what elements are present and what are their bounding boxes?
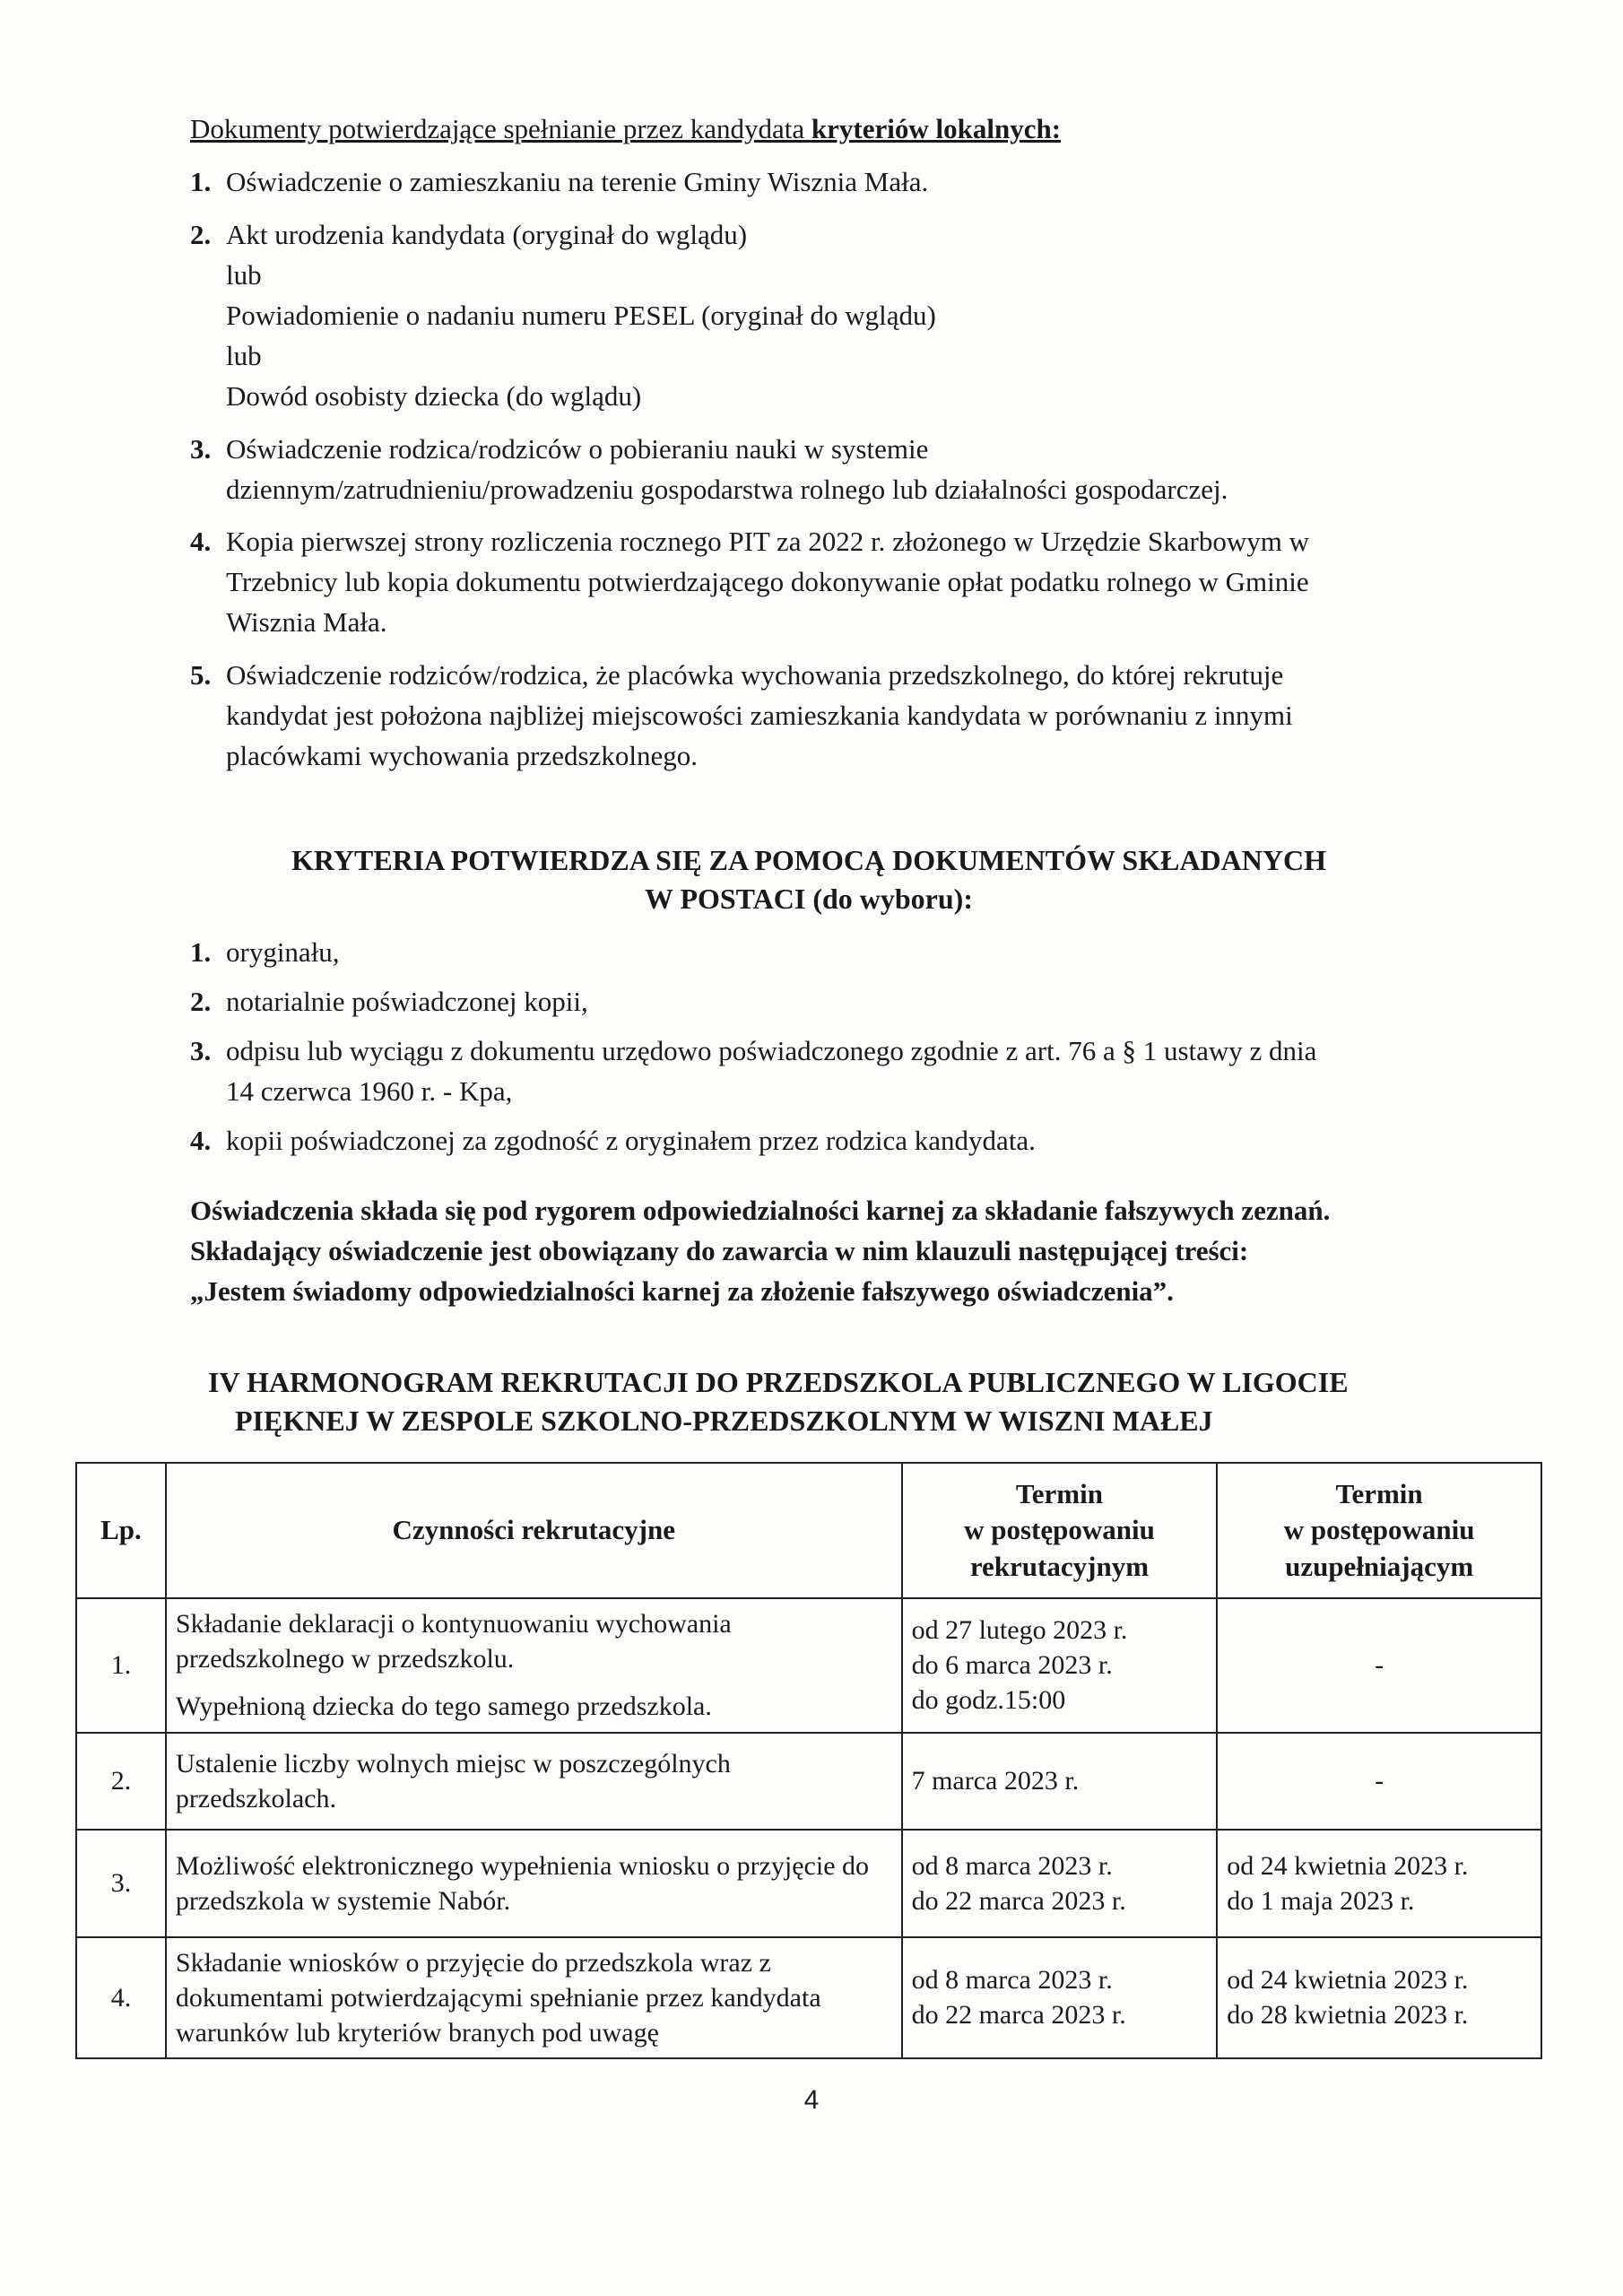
table-row: 4. Składanie wniosków o przyjęcie do przedszkola wraz z dokumentami potwierdzającymi spełnianie przez kandydata warunków lub kryteriów branych pod uwagę od 8 marca 2023 r. do 22 marca 2023 r. od 24 kwietnia 2023 r. do 28 kwietnia 2023 r. xyxy=(76,1937,1541,2058)
table-row: 3. Możliwość elektronicznego wypełnienia wniosku o przyjęcie do przedszkola w systemie Nabór. od 8 marca 2023 r. do 22 marca 2023 r. od 24 kwietnia 2023 r. do 1 maja 2023 r. xyxy=(76,1830,1541,1937)
table-row: 1. Składanie deklaracji o kontynuowaniu wychowania przedszkolnego w przedszkolu. Wypełnioną dziecka do tego samego przedszkola. od 27 lutego 2023 r. do 6 marca 2023 r. do godz.15:00 - xyxy=(76,1598,1541,1733)
document-forms-list xyxy=(190,933,1445,1170)
list-item: 3. Oświadczenie rodzica/rodziców o pobieraniu nauki w systemie dziennym/zatrudnieniu/prowadzeniu gospodarstwa rolnego lub działalności gospodarczej. xyxy=(190,432,1228,505)
list-item: 4. kopii poświadczonej za zgodność z oryginałem przez rodzica kandydata. xyxy=(190,1124,1036,1156)
list-item: 2. Akt urodzenia kandydata (oryginał do wglądu) lub Powiadomienie o nadaniu numeru PESEL (oryginał do wglądu) lub Dowód osobisty dziecka (do wglądu) xyxy=(190,218,936,412)
header-term-supplementary: Termin w postępowaniu uzupełniającym xyxy=(1217,1463,1541,1598)
list-item: 5. Oświadczenie rodziców/rodzica, że placówka wychowania przedszkolnego, do której rekrutuje kandydat jest położona najbliżej miejscowości zamieszkania kandydata w porównaniu z innymi placówkami wychowania przedszkolnego. xyxy=(190,659,1293,772)
criteria-heading: KRYTERIA POTWIERDZA SIĘ ZA POMOCĄ DOKUMENTÓW SKŁADANYCH W POSTACI (do wyboru): xyxy=(291,844,1326,916)
local-criteria-list xyxy=(190,162,1445,777)
page-number: 4 xyxy=(803,2085,820,2115)
header-lp: Lp. xyxy=(76,1463,166,1598)
schedule-section-title: IV HARMONOGRAM REKRUTACJI DO PRZEDSZKOLA PUBLICZNEGO W LIGOCIE PIĘKNEJ W ZESPOLE SZKOLNO-PRZEDSZKOLNYM W WISZNI MAŁEJ xyxy=(208,1366,1349,1438)
liability-warning: Oświadczenia składa się pod rygorem odpowiedzialności karnej za składanie fałszywych zeznań. Składający oświadczenie jest obowiązany do zawarcia w nim klauzuli następującej treści: „Jestem świadomy odpowiedzialności karnej za złożenie fałszywego oświadczenia”. xyxy=(190,1195,1331,1307)
header-term-main: Termin w postępowaniu rekrutacyjnym xyxy=(902,1463,1218,1598)
local-criteria-section xyxy=(190,109,1445,789)
recruitment-schedule-table xyxy=(75,1462,1542,2059)
list-item: 4. Kopia pierwszej strony rozliczenia rocznego PIT za 2022 r. złożonego w Urzędzie Skarbowym w Trzebnicy lub kopia dokumentu potwierdzającego dokonywanie opłat podatku rolnego w Gminie Wisznia Mała. xyxy=(190,526,1310,639)
list-item: 2. notarialnie poświadczonej kopii, xyxy=(190,985,588,1017)
table-row: 2. Ustalenie liczby wolnych miejsc w poszczególnych przedszkolach. 7 marca 2023 r. - xyxy=(76,1733,1541,1830)
table-header-row xyxy=(76,1463,1541,1598)
list-item: 1. oryginału, xyxy=(190,936,340,968)
list-item: 1. Oświadczenie o zamieszkaniu na terenie Gminy Wisznia Mała. xyxy=(190,165,929,197)
header-activities: Czynności rekrutacyjne xyxy=(166,1463,902,1598)
local-criteria-title: Dokumenty potwierdzające spełnianie przez kandydata kryteriów lokalnych: xyxy=(190,113,1062,144)
list-item: 3. odpisu lub wyciągu z dokumentu urzędowo poświadczonego zgodnie z art. 76 a § 1 ustawy z dnia 14 czerwca 1960 r. - Kpa, xyxy=(190,1034,1317,1107)
